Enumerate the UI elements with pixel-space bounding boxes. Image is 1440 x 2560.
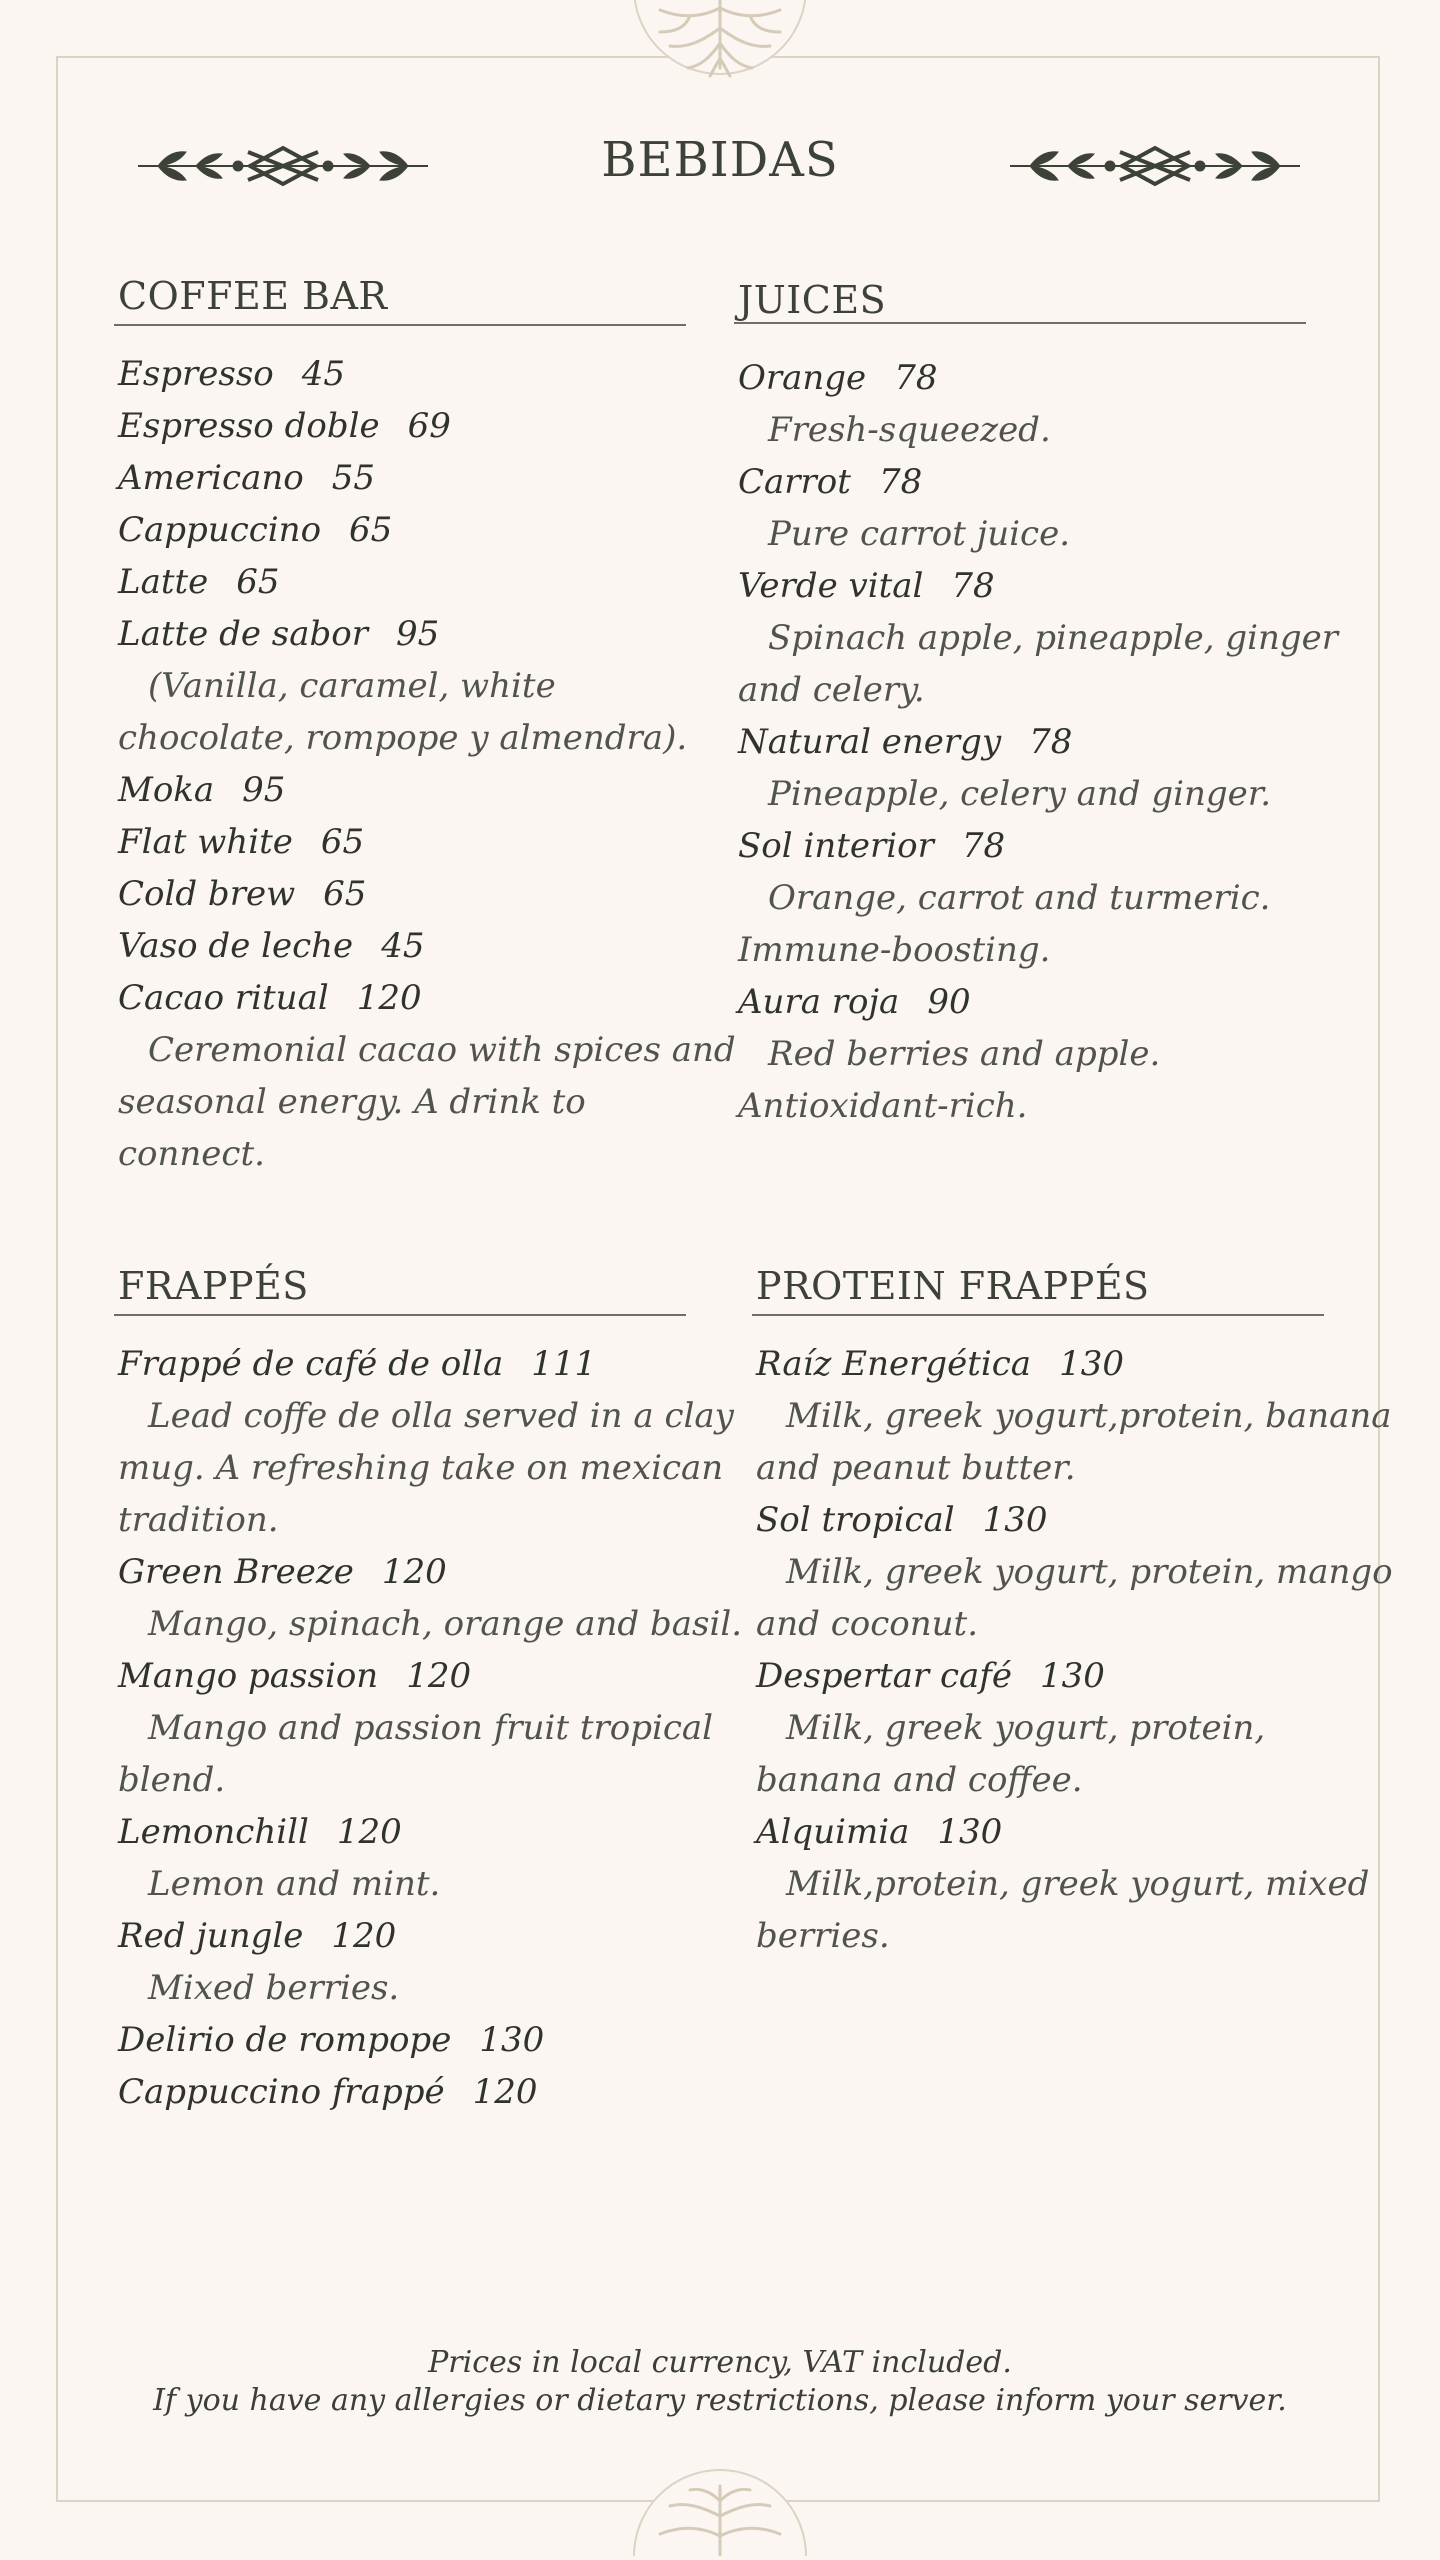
item-name: Mango passion	[118, 1656, 379, 1696]
item-price: 111	[531, 1344, 597, 1384]
item-name: Natural energy	[738, 722, 1002, 762]
item-name: Latte de sabor	[118, 614, 369, 654]
item-description	[738, 924, 1306, 976]
item-name: Flat white	[118, 822, 293, 862]
description-text: connect.	[118, 1134, 265, 1174]
description-text: Pineapple, celery and ginger.	[768, 774, 1272, 814]
item-description	[756, 1598, 1324, 1650]
item-name: Sol tropical	[756, 1500, 955, 1540]
item-price: 130	[479, 2020, 545, 2060]
item-name: Cacao ritual	[118, 978, 329, 1018]
item-price: 130	[1059, 1344, 1124, 1384]
item-name: Red jungle	[118, 1916, 304, 1956]
description-text: Immune-boosting.	[738, 930, 1051, 970]
description-text: Ceremonial cacao with spices and	[148, 1030, 736, 1070]
description-text: Lemon and mint.	[148, 1864, 441, 1904]
description-text: tradition.	[118, 1500, 279, 1540]
item-price: 120	[472, 2072, 538, 2112]
item-description	[756, 1546, 1393, 1598]
item-price: 45	[301, 354, 346, 394]
item-description	[738, 1080, 1306, 1132]
item-description	[118, 1858, 686, 1910]
item-name: Cappuccino frappé	[118, 2072, 445, 2112]
description-text: Mango and passion fruit tropical	[148, 1708, 714, 1748]
item-description	[738, 612, 1338, 664]
footer-note	[120, 2344, 1320, 2420]
description-text: and coconut.	[756, 1604, 979, 1644]
menu-item	[738, 716, 1306, 768]
item-description	[738, 872, 1306, 924]
item-name: Cappuccino	[118, 510, 322, 550]
item-price: 69	[407, 406, 451, 446]
menu-item	[756, 1806, 1324, 1858]
description-text: Mango, spinach, orange and basil.	[148, 1604, 743, 1644]
item-price: 78	[1029, 722, 1073, 762]
description-text: Red berries and apple.	[768, 1034, 1161, 1074]
section-heading: COFFEE BAR	[118, 274, 388, 318]
item-description	[118, 1128, 686, 1180]
laurel-branch-icon	[138, 140, 428, 192]
item-description	[118, 660, 686, 712]
menu-item	[756, 1650, 1324, 1702]
item-price: 120	[331, 1916, 397, 1956]
item-description	[756, 1910, 1324, 1962]
menu-item	[118, 556, 686, 608]
description-text: mug. A refreshing take on mexican	[118, 1448, 724, 1488]
item-name: Americano	[118, 458, 304, 498]
item-price: 120	[356, 978, 422, 1018]
item-description	[738, 664, 1306, 716]
item-price: 65	[236, 562, 280, 602]
item-price: 78	[878, 462, 923, 502]
description-text: Milk, greek yogurt, protein, mango	[786, 1552, 1393, 1592]
item-description	[118, 1598, 743, 1650]
item-price: 130	[982, 1500, 1048, 1540]
section-juices	[734, 272, 1338, 1132]
description-text: banana and coffee.	[756, 1760, 1083, 1800]
item-price: 65	[349, 510, 393, 550]
item-name: Frappé de café de olla	[118, 1344, 504, 1384]
item-description	[118, 712, 686, 764]
menu-item	[118, 1806, 686, 1858]
section-heading: PROTEIN FRAPPÉS	[756, 1264, 1150, 1308]
description-text: Pure carrot juice.	[768, 514, 1070, 554]
menu-item	[118, 1910, 686, 1962]
item-name: Green Breeze	[118, 1552, 354, 1592]
item-price: 78	[951, 566, 995, 606]
section-coffee-bar	[114, 268, 736, 1180]
menu-item	[118, 608, 686, 660]
item-name: Cold brew	[118, 874, 296, 914]
section-heading: FRAPPÉS	[118, 1264, 309, 1308]
item-description	[118, 1390, 734, 1442]
menu-item	[118, 452, 686, 504]
item-description	[118, 1442, 724, 1494]
item-description	[738, 404, 1306, 456]
description-text: berries.	[756, 1916, 890, 1956]
description-text: blend.	[118, 1760, 226, 1800]
menu-item	[756, 1494, 1324, 1546]
description-text: seasonal energy. A drink to	[118, 1082, 586, 1122]
menu-item	[118, 348, 686, 400]
description-text: (Vanilla, caramel, white	[148, 666, 556, 706]
item-name: Aura roja	[738, 982, 900, 1022]
menu-item	[118, 2066, 686, 2118]
description-text: chocolate, rompope y almendra).	[118, 718, 688, 758]
menu-item	[738, 976, 1306, 1028]
item-name: Despertar café	[756, 1656, 1012, 1696]
description-text: and peanut butter.	[756, 1448, 1076, 1488]
menu-item	[738, 820, 1306, 872]
item-list	[114, 348, 736, 1180]
menu-item	[118, 764, 686, 816]
menu-item	[118, 1650, 686, 1702]
menu-item	[738, 560, 1306, 612]
description-text: Fresh-squeezed.	[768, 410, 1051, 450]
item-name: Vaso de leche	[118, 926, 354, 966]
item-price: 65	[320, 822, 365, 862]
description-text: Antioxidant-rich.	[738, 1086, 1028, 1126]
item-description	[118, 1962, 686, 2014]
menu-item	[118, 972, 686, 1024]
item-price: 120	[336, 1812, 402, 1852]
item-description	[756, 1442, 1324, 1494]
laurel-branch-icon	[1010, 140, 1300, 192]
footer-line: Prices in local currency, VAT included.	[428, 2345, 1012, 2380]
item-price: 65	[323, 874, 367, 914]
item-name: Lemonchill	[118, 1812, 309, 1852]
item-description	[756, 1858, 1370, 1910]
description-text: Lead coffe de olla served in a clay	[148, 1396, 734, 1436]
menu-item	[118, 2014, 686, 2066]
item-name: Raíz Energética	[756, 1344, 1032, 1384]
menu-title: BEBIDAS	[601, 132, 839, 188]
item-description	[118, 1754, 686, 1806]
item-price: 45	[381, 926, 425, 966]
item-list	[114, 1338, 743, 2118]
item-name: Sol interior	[738, 826, 934, 866]
menu-item	[118, 1338, 686, 1390]
item-description	[756, 1754, 1324, 1806]
section-heading: JUICES	[738, 278, 887, 322]
item-price: 120	[381, 1552, 447, 1592]
item-price: 130	[937, 1812, 1003, 1852]
section-divider	[752, 1314, 1324, 1316]
item-name: Verde vital	[738, 566, 924, 606]
menu-item	[738, 456, 1306, 508]
item-list	[752, 1338, 1393, 1962]
section-divider	[114, 324, 686, 326]
tree-roots-icon	[630, 2446, 810, 2556]
item-price: 78	[961, 826, 1006, 866]
description-text: Milk,protein, greek yogurt, mixed	[786, 1864, 1370, 1904]
description-text: Milk, greek yogurt,protein, banana	[786, 1396, 1392, 1436]
item-description	[738, 1028, 1306, 1080]
menu-item	[118, 920, 686, 972]
item-name: Moka	[118, 770, 215, 810]
description-text: Spinach apple, pineapple, ginger	[768, 618, 1338, 658]
item-name: Espresso doble	[118, 406, 380, 446]
menu-item	[738, 352, 1306, 404]
item-description	[738, 768, 1306, 820]
item-description	[118, 1702, 714, 1754]
item-name: Espresso	[118, 354, 274, 394]
item-name: Delirio de rompope	[118, 2020, 452, 2060]
item-price: 55	[331, 458, 375, 498]
menu-item	[118, 1546, 686, 1598]
menu-item	[118, 504, 686, 556]
item-price: 130	[1039, 1656, 1105, 1696]
menu-item	[118, 400, 686, 452]
item-price: 78	[894, 358, 938, 398]
item-description	[118, 1494, 686, 1546]
menu-item	[756, 1338, 1324, 1390]
menu-item	[118, 816, 686, 868]
footer-line: If you have any allergies or dietary restrictions, please inform your server.	[153, 2383, 1287, 2418]
section-frappes	[114, 1258, 743, 2118]
item-name: Alquimia	[756, 1812, 910, 1852]
item-price: 90	[927, 982, 971, 1022]
item-description	[118, 1024, 736, 1076]
description-text: and celery.	[738, 670, 925, 710]
item-description	[756, 1390, 1392, 1442]
item-name: Latte	[118, 562, 209, 602]
description-text: Mixed berries.	[148, 1968, 400, 2008]
tree-roots-icon	[630, 0, 810, 98]
section-protein-frappes	[752, 1258, 1393, 1962]
menu-item	[118, 868, 686, 920]
item-description	[118, 1076, 686, 1128]
item-list	[734, 352, 1338, 1132]
item-price: 120	[406, 1656, 472, 1696]
item-price: 95	[242, 770, 286, 810]
item-description	[756, 1702, 1324, 1754]
item-name: Orange	[738, 358, 867, 398]
description-text: Orange, carrot and turmeric.	[768, 878, 1271, 918]
item-description	[738, 508, 1306, 560]
description-text: Milk, greek yogurt, protein,	[786, 1708, 1266, 1748]
item-price: 95	[396, 614, 440, 654]
item-name: Carrot	[738, 462, 851, 502]
section-divider	[114, 1314, 686, 1316]
